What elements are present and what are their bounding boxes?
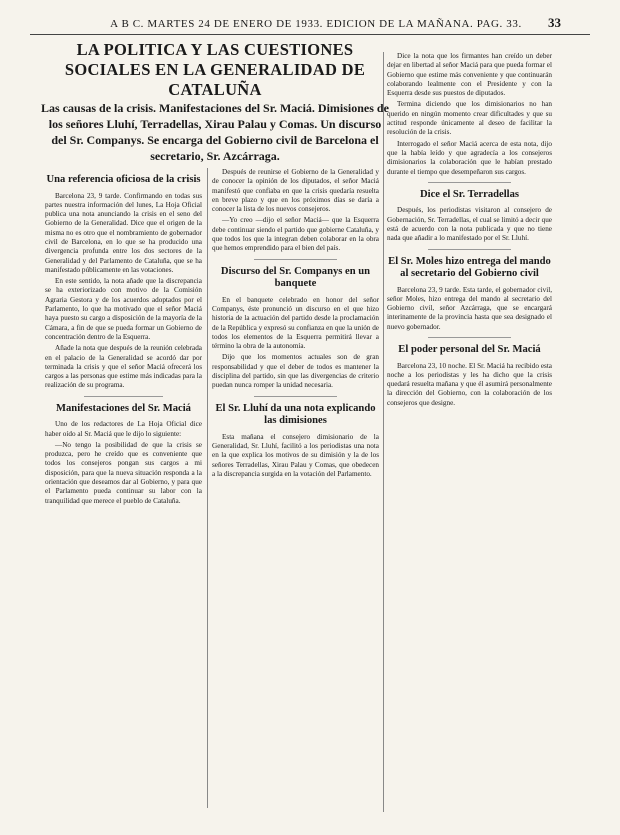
subhead-moles-entrega: El Sr. Moles hizo entrega del mando al secretario del Gobierno civil: [388, 255, 551, 280]
paragraph: Termina diciendo que los dimisionarios no han querido en ningún momento crear dificultades y que su actitud responde únicamente al deseo de facilitar la resolución de la crisis.: [387, 100, 552, 137]
section-divider: [254, 396, 338, 397]
headline-deck: Las causas de la crisis. Manifestaciones del Sr. Maciá. Dimisiones de los señores Lluhí, Terradellas, Xirau Palau y Comas. Un discurso del Sr. Companys. Se encarga del Gobierno civil de Barcelona el secretario, Sr. Azcárraga.: [41, 101, 389, 163]
paragraph: Dijo que los momentos actuales son de gran responsabilidad y que el deber de todos es mantener la disciplina del partido, sin que las divergencias de criterio puedan nunca romper la unidad necesaria.: [212, 353, 379, 390]
paragraph: En este sentido, la nota añade que la discrepancia se ha exteriorizado con motivo de la Comisión Agraria Gestora y de los acuerdos adoptados por el Parlamento, lo que ha motivado que el señor Maciá haya puesto su cargo a disposición de la mayoría de la Cámara, a fin de que se pueda formar un Gobierno de concentración dentro de la Esquerra.: [45, 277, 202, 341]
paragraph: Esta mañana el consejero dimisionario de la Generalidad, Sr. Lluhí, facilitó a los periodistas una nota en la que explica los motivos de su dimisión y la de los señores Terradellas, Xirau Palau y Comas, que obedecen a la discrepancia surgida en la votación del Parlamento.: [212, 432, 379, 478]
subhead-discurso-companys: Discurso del Sr. Companys en un banquete: [220, 265, 371, 290]
page-number: 33: [548, 15, 561, 30]
paragraph: Barcelona 23, 9 tarde. Esta tarde, el gobernador civil, señor Moles, hizo entrega del mando al secretario del Gobierno civil, señor Azcárraga, que se encargará interinamente de la provincia hasta que sea designado el nuevo gobernador.: [387, 285, 552, 331]
paragraph: Añade la nota que después de la reunión celebrada en el palacio de la Generalidad se acordó dar por terminada la crisis y que el señor Maciá ofrecerá los cargos a las personas que estime más indicadas para la realización de su programa.: [45, 344, 202, 390]
column-3: [387, 52, 552, 812]
paragraph: Después de reunirse el Gobierno de la Generalidad y de conocer la opinión de los diputados, el señor Maciá manifestó que confiaba en que la crisis quedaría resuelta en breve plazo y que en los próximos días se daría a conocer la lista de los nuevos consejeros.: [212, 168, 379, 214]
paragraph: Después, los periodistas visitaron al consejero de Gobernación, Sr. Terradellas, el cual se limitó a decir que está de acuerdo con la nota publicada y que no tiene nada que añadir a lo manifestado por el Sr. Lluhí.: [387, 206, 552, 243]
main-headline: LA POLITICA Y LAS CUESTIONES SOCIALES EN LA GENERALIDAD DE CATALUÑA: [64, 40, 366, 99]
paragraph: Barcelona 23, 10 noche. El Sr. Maciá ha recibido esta noche a los periodistas y les ha dicho que la crisis quedará resuelta mañana y que él asumirá personalmente la dirección del Gobierno, con la colaboración de los consejeros que designe.: [387, 361, 552, 407]
column-1: [45, 168, 202, 808]
paragraph: En el banquete celebrado en honor del señor Companys, éste pronunció un discurso en el que hizo historia de la actuación del partido desde la proclamación de la República y expresó su confianza en que la unión de todos los elementos de la Esquerra permitirá llevar a término la obra de la autonomía.: [212, 295, 379, 351]
running-head: A B C. MARTES 24 DE ENERO DE 1933. EDICION DE LA MAÑANA. PAG. 33.: [110, 18, 522, 30]
top-rule: [30, 34, 590, 35]
section-divider: [428, 249, 511, 250]
paragraph: Dice la nota que los firmantes han creído un deber dejar en libertad al señor Maciá para que pueda formar el Gobierno que estime más conveniente y que continuarán colaborando lealmente con el Presidente y con la Esquerra desde sus puestos de diputados.: [387, 52, 552, 98]
column-rule-2: [383, 52, 384, 812]
paragraph: —Yo creo —dijo el señor Maciá— que la Esquerra debe continuar siendo el partido que gobierne Cataluña, y que todos los que la integran deben colaborar en la obra que hemos emprendido para el bien del país.: [212, 216, 379, 253]
section-divider: [428, 337, 511, 338]
section-divider: [428, 182, 511, 183]
subhead-terradellas: Dice el Sr. Terradellas: [419, 188, 520, 200]
column-rule-1: [207, 168, 208, 808]
subhead-manifestaciones-macia: Manifestaciones del Sr. Maciá: [56, 402, 191, 414]
section-divider: [84, 396, 163, 397]
paragraph: Uno de los redactores de La Hoja Oficial dice haber oído al Sr. Maciá que le dijo lo siguiente:: [45, 420, 202, 438]
subhead-referencia-oficiosa: Una referencia oficiosa de la crisis: [46, 174, 201, 185]
column-2: [212, 168, 379, 808]
section-divider: [254, 259, 338, 260]
paragraph: Interrogado el señor Maciá acerca de esta nota, dijo que la había leído y que agradecía a los consejeros dimisionarios la colaboración que le habían prestado durante el tiempo que desempeñaron sus cargos.: [387, 139, 552, 176]
subhead-poder-personal: El poder personal del Sr. Maciá: [398, 344, 541, 356]
paragraph: Barcelona 23, 9 tarde. Confirmando en todas sus partes nuestra información del lunes, La Hoja Oficial publica una nota anunciando la crisis en el seno del Gobierno de la Generalidad. Dice que el origen de la misma no es otro que el nombramiento de gobernador civil de Barcelona, en lo que se ha producido una divergencia profunda entre los dos sectores de la Generalidad y del Parlamento de Cataluña, que se ha manifestado públicamente en las votaciones.: [45, 191, 202, 274]
subhead-nota-lluhi: El Sr. Lluhí da una nota explicando las dimisiones: [215, 402, 376, 427]
paragraph: —No tengo la posibilidad de que la crisis se produzca, pero he creído que es conveniente que todos los consejeros pongan sus cargos a mi disposición, para que la nueva situación responda a la orientación que deseamos dar al Gobierno, y para que el Parlamento pueda continuar su labor con la tranquilidad que merece el pueblo de Cataluña.: [45, 440, 202, 505]
